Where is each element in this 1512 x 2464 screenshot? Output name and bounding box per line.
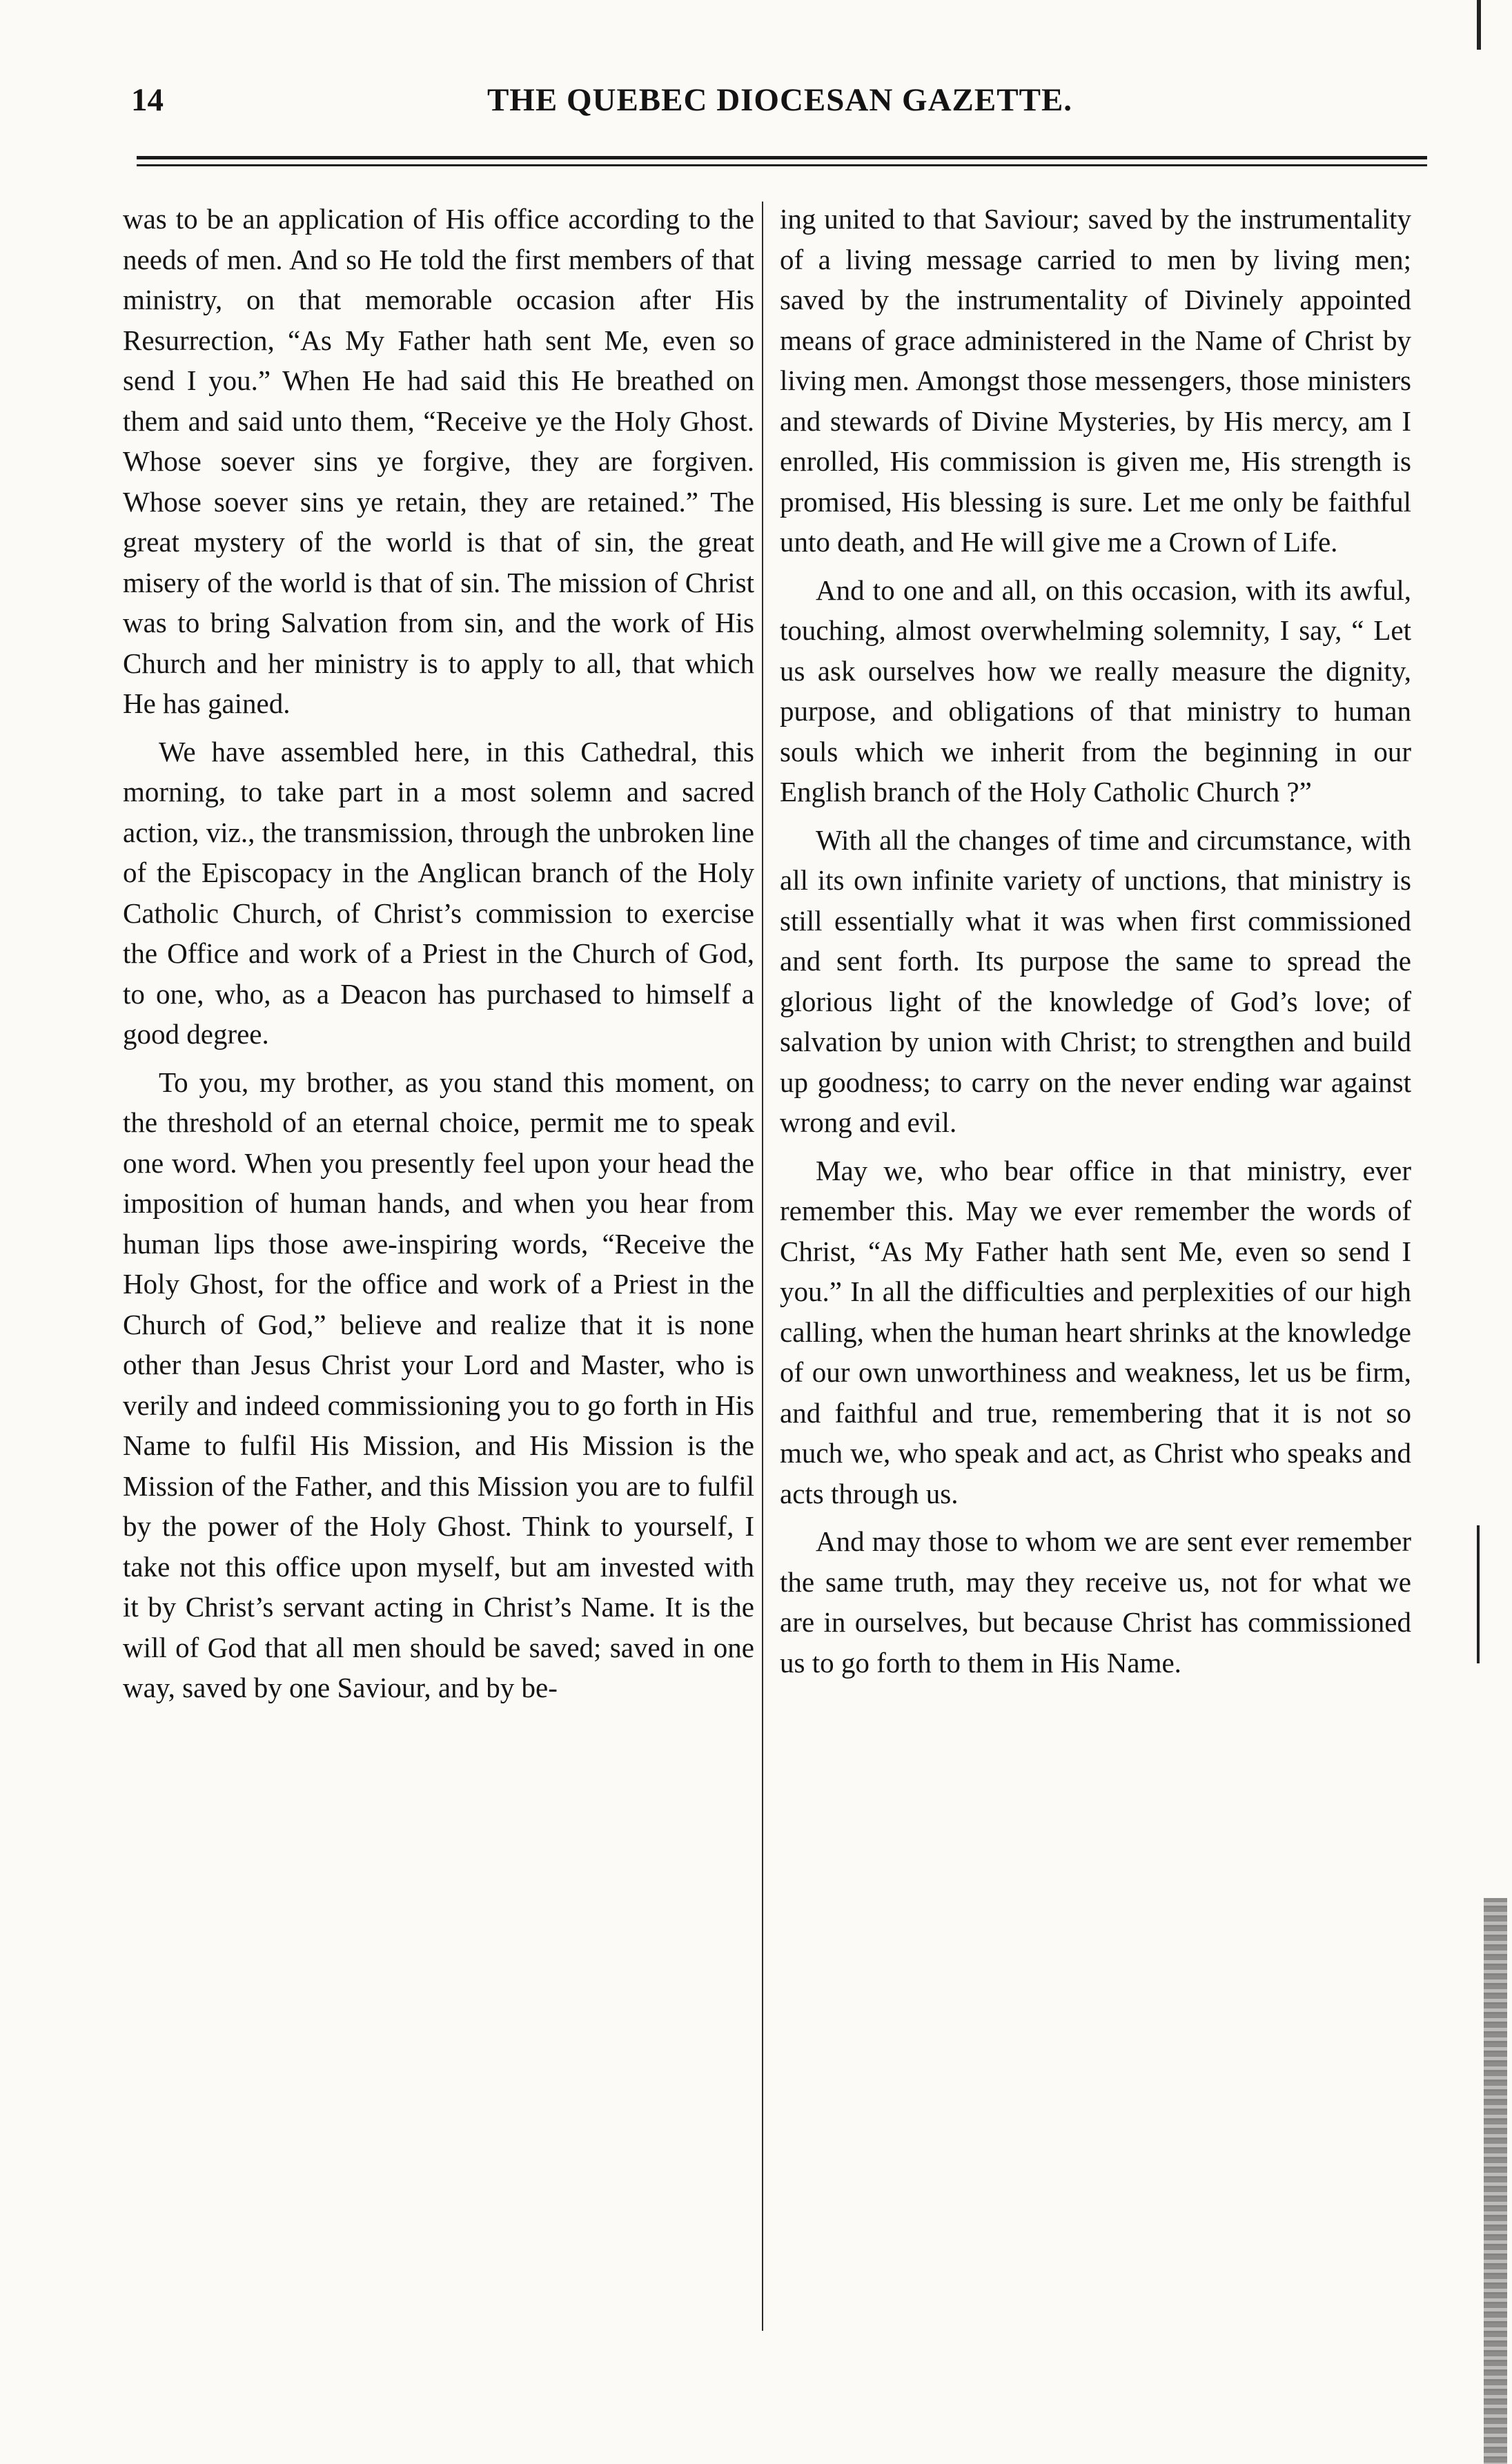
page-header [131,81,1428,137]
running-title: THE QUEBEC DIOCESAN GAZETTE. [487,82,1073,118]
paragraph: May we, who bear office in that ministry, ever remember this. May we ever remember the words of Christ, “As My Father hath sent Me, even so send I you.” In all the difficulties and perplexities of our high calling, when the human heart shrinks at the knowledge of our own unworthiness and weakness, let us be firm, and faithful and true, remembering that it is not so much we, who speak and act, as Christ who speaks and acts through us. [780,1154,1411,1509]
page-number: 14 [131,82,164,118]
paragraph: And may those to whom we are sent ever remember the same truth, may they receive us, not for what we are in ourselves, but because Christ has commissioned us to go forth to them in His Name. [780,1525,1411,1679]
left-column [123,199,754,1708]
header-rule [137,156,1427,159]
scan-edge-mark [1477,1525,1480,1663]
column-divider [762,202,763,2331]
paragraph: To you, my brother, as you stand this moment, on the threshold of an eternal choice, permit me to speak one word. When you presently feel upon your head the imposition of human hands, and when you hear from human lips those awe-inspiring words, “Receive the Holy Ghost, for the office and work of a Priest in the Church of God,” believe and realize that it is none other than Jesus Christ your Lord and Master, who is verily and indeed commissioning you to go forth in His Name to fulfil His Mission, and His Mission is the Mission of the Father, and this Mission you are to fulfil by the power of the Holy Ghost. Think to yourself, I take not this office upon myself, but am invested with it by Christ’s servant acting in Christ’s Name. It is the will of God that all men should be saved; saved in one way, saved by one Saviour, and by be- [123,1066,754,1703]
paragraph: We have assembled here, in this Cathedral, this morning, to take part in a most solemn and sacred action, viz., the transmission, through the unbroken line of the Episcopacy in the Anglican branch of the Holy Catholic Church, of Christ’s commission to exercise the Office and work of a Priest in the Church of God, to one, who, as a Deacon has purchased to himself a good degree. [123,735,754,1050]
header-rule [137,164,1427,166]
paragraph: ing united to that Saviour; saved by the instrumentality of a living message carried to men by living men; saved by the instrumentality of Divinely appointed means of grace administered in the Name of Christ by living men. Amongst those messengers, those ministers and stewards of Divine Mysteries, by His mercy, am I enrolled, His commission is given me, His strength is promised, His blessing is sure. Let me only be faithful unto death, and He will give me a Crown of Life. [780,203,1411,558]
paragraph: And to one and all, on this occasion, with its awful, touching, almost overwhelming solemnity, I say, “ Let us ask ourselves how we really measure the dignity, purpose, and obligations of that ministry to human souls which we inherit from the beginning in our English branch of the Holy Catholic Church ?” [780,574,1411,808]
scan-edge-mark [1477,0,1481,50]
paragraph: was to be an application of His office according to the needs of men. And so He told the first members of that ministry, on that memorable occasion after His Resurrection, “As My Father hath sent Me, even so send I you.” When He had said this He breathed on them and said unto them, “Receive ye the Holy Ghost. Whose soever sins ye forgive, they are forgiven. Whose soever sins ye retain, they are retained.” The great mystery of the world is that of sin, the great misery of the world is that of sin. The mission of Christ was to bring Salvation from sin, and the work of His Church and her ministry is to apply to all, that which He has gained. [123,203,754,719]
paragraph: With all the changes of time and circumstance, with all its own infinite variety of unctions, that ministry is still essentially what it was when first commissioned and sent forth. Its purpose the same to spread the glorious light of the knowledge of God’s love; of salvation by union with Christ; to strengthen and build up goodness; to carry on the never ending war against wrong and evil. [780,823,1411,1138]
right-column [780,199,1411,1683]
scan-edge-shadow [1484,1898,1507,2464]
